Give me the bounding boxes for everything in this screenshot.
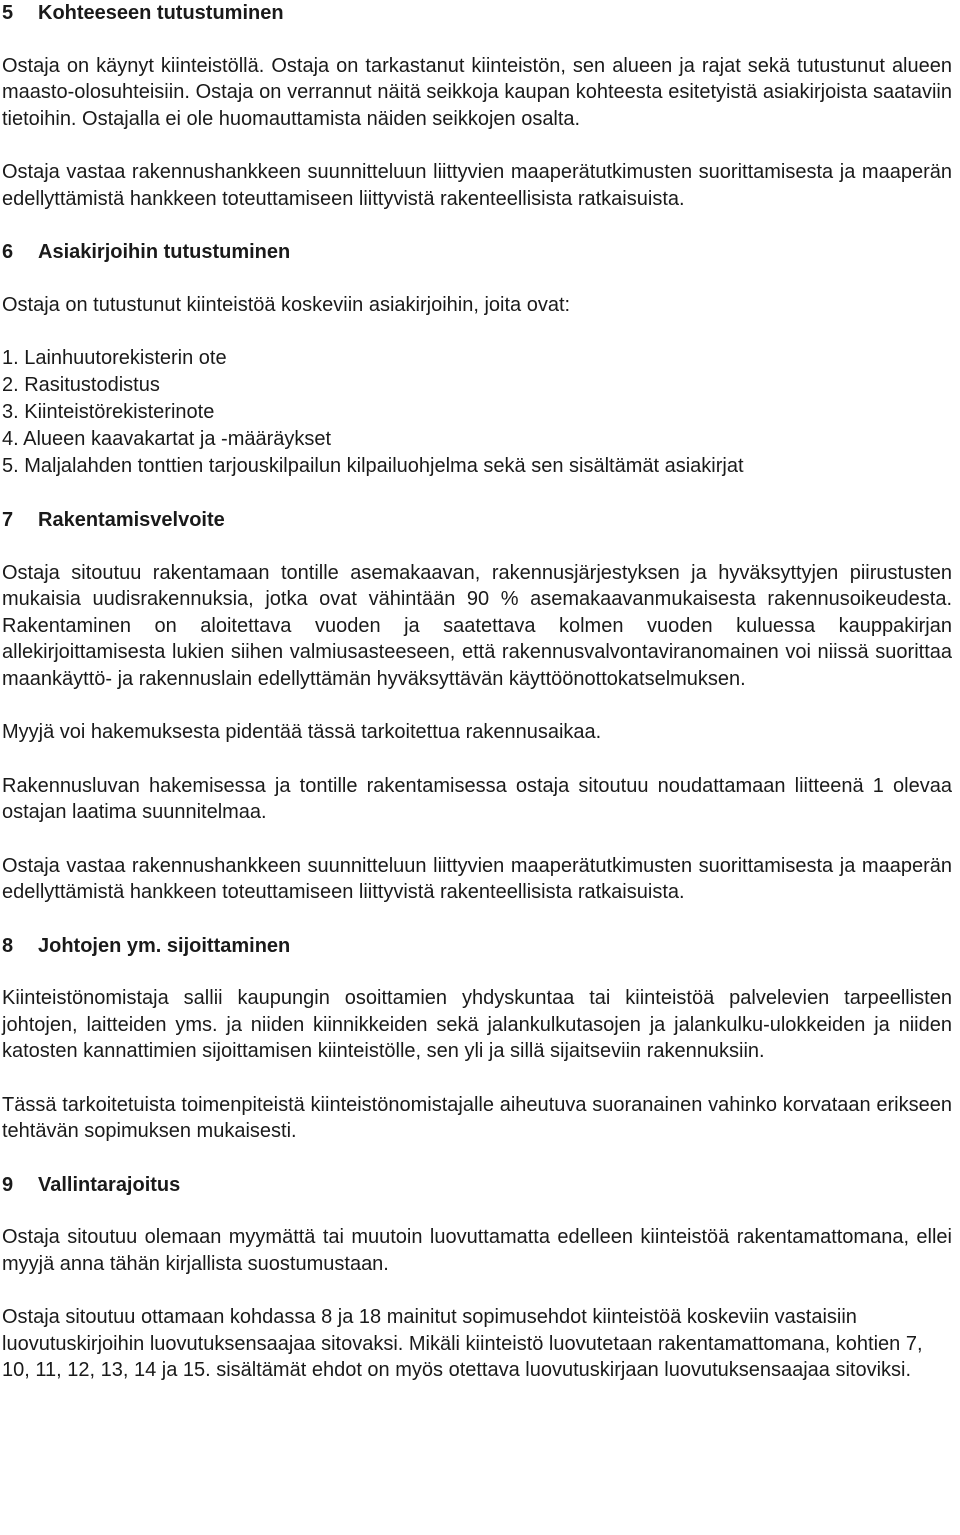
section-number: 6 (2, 241, 14, 263)
paragraph: Ostaja sitoutuu olemaan myymättä tai muutoin luovuttamatta edelleen kiinteistöä rakentamattomana, ellei myyjä anna tähän kirjallista suostumustaan. (2, 1226, 952, 1275)
section-9 (2, 1172, 952, 1384)
paragraph: Rakennusluvan hakemisessa ja tontille rakentamisessa ostaja sitoutuu noudattamaan liitteenä 1 olevaa ostajan laatima suunnitelmaa. (2, 774, 952, 823)
section-heading (2, 933, 952, 960)
paragraph: Ostaja vastaa rakennushankkeen suunnitteluun liittyvien maaperätutkimusten suorittamisesta ja maaperän edellyttämistä hankkeen toteuttamiseen liittyvistä rakenteellisista ratkaisuista. (2, 161, 952, 210)
paragraph: Ostaja on tutustunut kiinteistöä koskeviin asiakirjoihin, joita ovat: (2, 293, 571, 316)
paragraph: Tässä tarkoitetuista toimenpiteistä kiinteistönomistajalle aiheutuva suoranainen vahinko korvataan erikseen tehtävän sopimuksen mukaisesti. (2, 1093, 952, 1142)
section-title: Asiakirjoihin tutustuminen (38, 241, 291, 263)
paragraph: Ostaja sitoutuu ottamaan kohdassa 8 ja 18 mainitut sopimusehdot kiinteistöä koskeviin vastaisiin luovutuskirjoihin luovutuksensaajaa sitovaksi. Mikäli kiinteistö luovutetaan rakentamattomana, kohtien 7, 10, 11, 12, 13, 14 ja 15. sisältämät ehdot on myös otettava luovutuskirjaan luovutuksensaajaa sitoviksi. (2, 1306, 923, 1381)
section-8 (2, 933, 952, 1172)
section-7 (2, 507, 952, 933)
section-number: 9 (2, 1173, 14, 1196)
list-item: 3. Kiinteistörekisterinote (2, 401, 215, 423)
list-item: 4. Alueen kaavakartat ja -määräykset (2, 428, 332, 450)
section-title: Rakentamisvelvoite (38, 509, 225, 531)
section-title: Johtojen ym. sijoittaminen (38, 934, 291, 957)
section-number: 7 (2, 509, 14, 531)
list-item: 2. Rasitustodistus (2, 374, 160, 396)
document-list (2, 345, 952, 480)
section-heading (2, 239, 952, 266)
section-heading (2, 1172, 952, 1199)
paragraph: Ostaja on käynyt kiinteistöllä. Ostaja on tarkastanut kiinteistön, sen alueen ja rajat sekä tutustunut alueen maasto-olosuhteisiin. Ostaja on verrannut näitä seikkoja kaupan kohteesta esitetyistä asiakirjoista saataviin tietoihin. Ostajalla ei ole huomauttamista näiden seikkojen osalta. (2, 54, 952, 130)
paragraph: Myyjä voi hakemuksesta pidentää tässä tarkoitettua rakennusaikaa. (2, 721, 602, 743)
paragraph: Ostaja vastaa rakennushankkeen suunnitteluun liittyvien maaperätutkimusten suorittamisesta ja maaperän edellyttämistä hankkeen toteuttamiseen liittyvistä rakenteellisista ratkaisuista. (2, 854, 952, 903)
list-item: 1. Lainhuutorekisterin ote (2, 347, 227, 369)
section-number: 5 (2, 2, 14, 24)
section-title: Kohteeseen tutustuminen (38, 2, 284, 24)
section-heading (2, 0, 952, 27)
section-6 (2, 239, 952, 507)
section-heading (2, 507, 952, 534)
section-title: Vallintarajoitus (38, 1173, 181, 1196)
section-number: 8 (2, 934, 14, 957)
paragraph: Kiinteistönomistaja sallii kaupungin osoittamien yhdyskuntaa tai kiinteistöä palvelevien tarpeellisten johtojen, laitteiden yms. ja niiden kiinnikkeiden sekä jalankulkutasojen ja jalankulku-ulokkeiden ja niiden katosten kannattimien sijoittamisen kiinteistölle, sen yli ja sillä sijaitseviin rakennuksiin. (2, 987, 952, 1062)
paragraph: Ostaja sitoutuu rakentamaan tontille asemakaavan, rakennusjärjestyksen ja hyväksyttyjen piirustusten mukaisia uudisrakennuksia, jotka ovat vähintään 90 % asemakaavanmukaisesta rakennusoikeudesta. Rakentaminen on aloitettava vuoden ja saatettava kolmen vuoden kuluessa kauppakirjan allekirjoittamisesta lukien siihen valmiusasteeseen, että rakennusvalvontaviranomainen voi niissä suorittaa maankäyttö- ja rakennuslain edellyttämän hyväksyttävän käyttöönottokatselmuksen. (2, 561, 952, 690)
list-item: 5. Maljalahden tonttien tarjouskilpailun kilpailuohjelma sekä sen sisältämät asiakirjat (2, 455, 744, 477)
section-5 (2, 0, 952, 239)
